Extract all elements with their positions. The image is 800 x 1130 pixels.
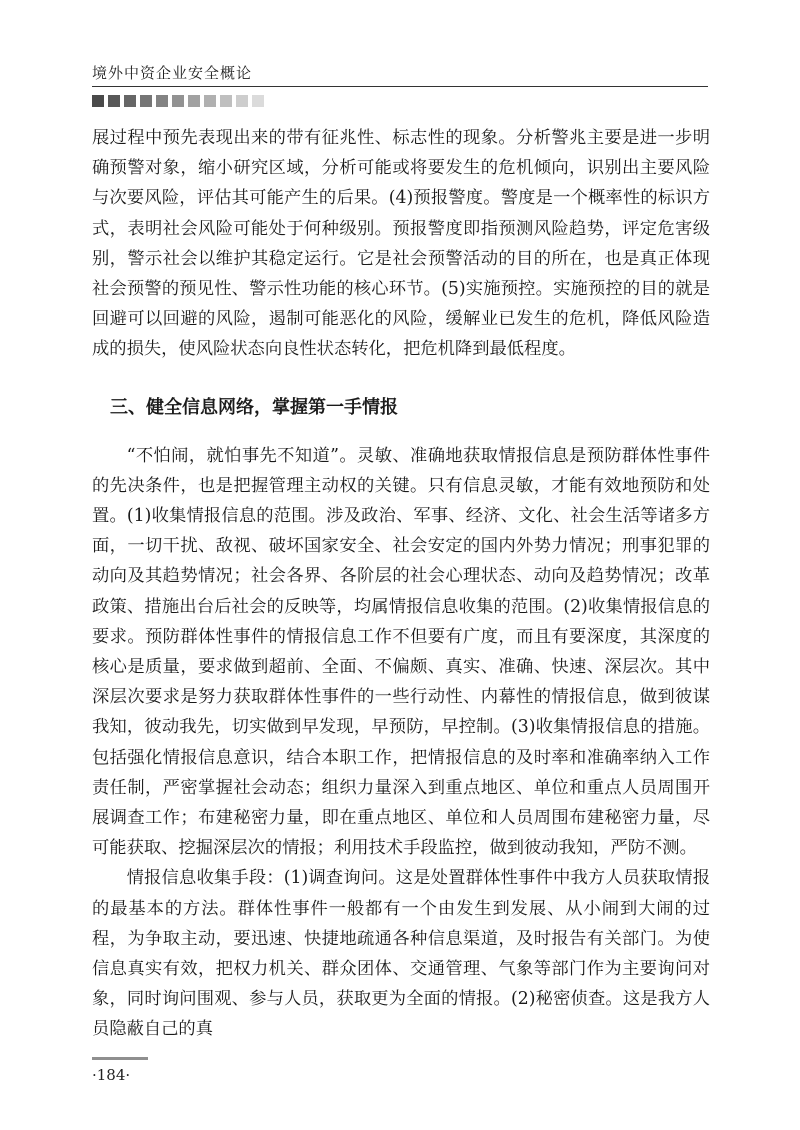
decorative-square xyxy=(108,95,120,107)
decorative-square xyxy=(252,95,264,107)
decorative-square xyxy=(156,95,168,107)
decorative-square xyxy=(236,95,248,107)
decorative-square xyxy=(204,95,216,107)
header-rule xyxy=(92,86,708,87)
decorative-square xyxy=(140,95,152,107)
decorative-squares xyxy=(92,95,264,107)
section-heading: 三、健全信息网络，掌握第一手情报 xyxy=(110,396,398,418)
paragraph: “不怕闹，就怕事先不知道”。灵敏、准确地获取情报信息是预防群体性事件的先决条件，也是把握管理主动权的关键。只有信息灵敏，才能有效地预防和处置。(1)收集情报信息的范围。涉及政治、军事、经济、文化、社会生活等诸多方面，一切干扰、敌视、破坏国家安全、社会安定的国内外势力情况；刑事犯罪的动向及其趋势情况；社会各界、各阶层的社会心理状态、动向及趋势情况；改革政策、措施出台后社会的反映等，均属情报信息收集的范围。(2)收集情报信息的要求。预防群体性事件的情报信息工作不但要有广度，而且有要深度，其深度的核心是质量，要求做到超前、全面、不偏颇、真实、准确、快速、深层次。其中深层次要求是努力获取群体性事件的一些行动性、内幕性的情报信息，做到彼谋我知，彼动我先，切实做到早发现，早预防，早控制。(3)收集情报信息的措施。包括强化情报信息意识，结合本职工作，把情报信息的及时率和准确率纳入工作责任制，严密掌握社会动态；组织力量深入到重点地区、单位和重点人员周围开展调查工作；布建秘密力量，即在重点地区、单位和人员周围布建秘密力量，尽可能获取、挖掘深层次的情报；利用技术手段监控，做到彼动我知，严防不测。 xyxy=(92,445,710,859)
footer-rule xyxy=(92,1057,148,1060)
paragraph-continued: 展过程中预先表现出来的带有征兆性、标志性的现象。分析警兆主要是进一步明确预警对象，缩小研究区域，分析可能或将要发生的危机倾向，识别出主要风险与次要风险，评估其可能产生的后果。(4)预报警度。警度是一个概率性的标识方式，表明社会风险可能处于何种级别。预报警度即指预测风险趋势，评定危害级别，警示社会以维护其稳定运行。它是社会预警活动的目的所在，也是真正体现社会预警的预见性、警示性功能的核心环节。(5)实施预控。实施预控的目的就是回避可以回避的风险，遏制可能恶化的风险，缓解业已发生的危机，降低风险造成的损失，使风险状态向良性状态转化，把危机降到最低程度。 xyxy=(92,128,710,360)
decorative-square xyxy=(92,95,104,107)
decorative-square xyxy=(124,95,136,107)
page-number: ·184· xyxy=(92,1066,131,1084)
decorative-square xyxy=(172,95,184,107)
decorative-square xyxy=(220,95,232,107)
running-title: 境外中资企业安全概论 xyxy=(92,64,253,82)
page-body xyxy=(92,123,710,1045)
decorative-square xyxy=(188,95,200,107)
paragraph: 情报信息收集手段：(1)调查询问。这是处置群体性事件中我方人员获取情报的最基本的方法。群体性事件一般都有一个由发生到发展、从小闹到大闹的过程，为争取主动，要迅速、快捷地疏通各种信息渠道，及时报告有关部门。为使信息真实有效，把权力机关、群众团体、交通管理、气象等部门作为主要询问对象，同时询问围观、参与人员，获取更为全面的情报。(2)秘密侦查。这是我方人员隐蔽自己的真 xyxy=(92,868,710,1040)
